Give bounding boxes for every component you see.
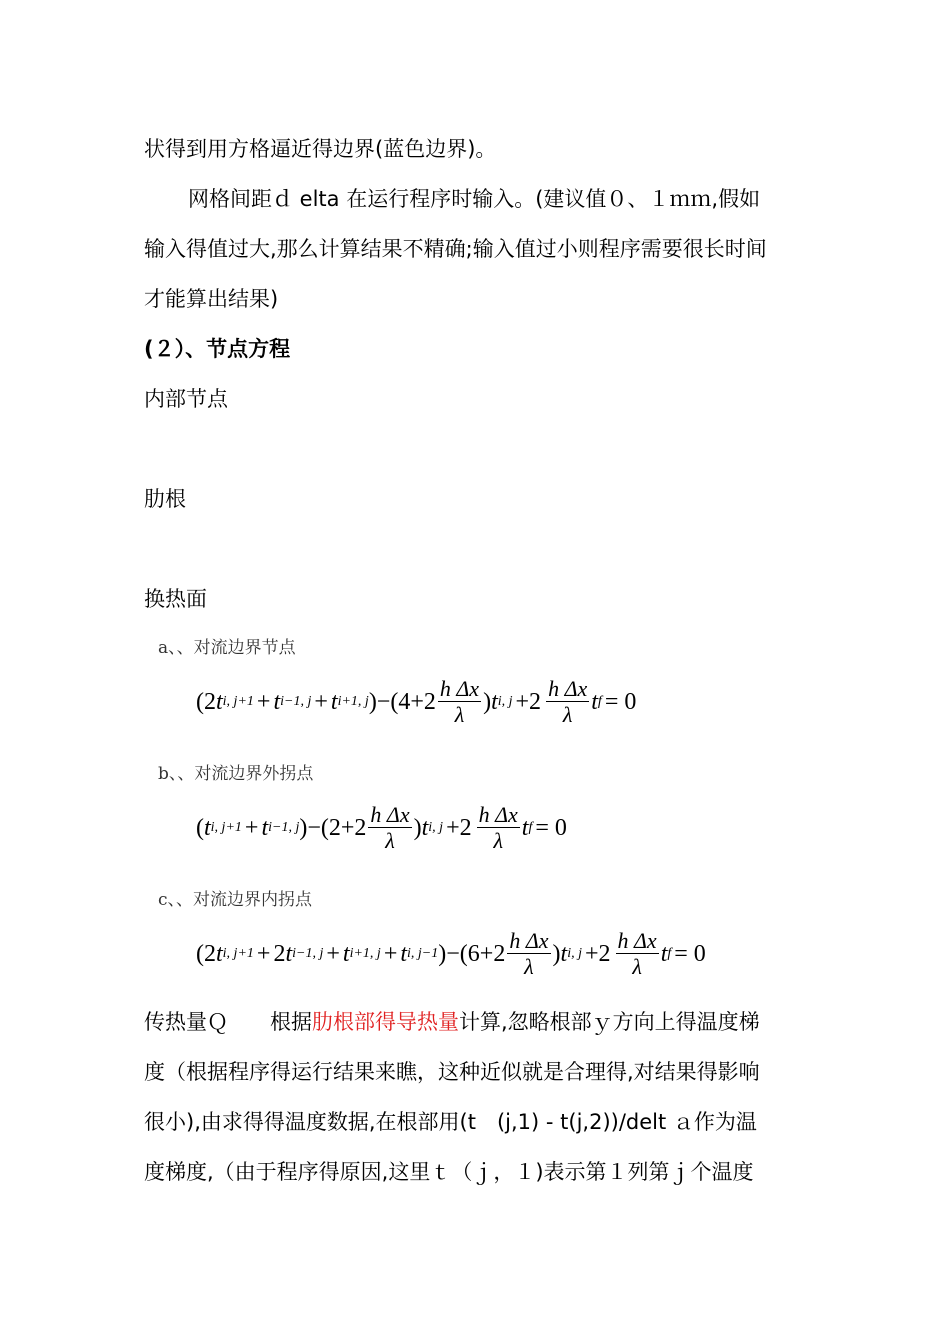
text-line-3: 输入得值过大,那么计算结果不精确;输入值过小则程序需要很长时间 (144, 237, 767, 261)
internal-node-label: 内部节点 (144, 387, 228, 411)
para-line-4: 度梯度,（由于程序得原因,这里ｔ（ｊ，１)表示第１列第ｊ个温度 (144, 1160, 754, 1184)
section-heading: (２）、节点方程 (144, 337, 291, 361)
text-line-4: 才能算出结果) (144, 287, 279, 311)
equation-a-label: a、、对流边界节点 (158, 638, 296, 658)
equation-b: ( t i, j+1 + t i−1, j )−(2+2 $\frac{\text{h Δx}}{\lambda}$ ) t i, j +2 $\frac{\text{h Δx}}{\lambda}$ t f = 0 (196, 801, 567, 853)
surface-label: 换热面 (144, 587, 207, 611)
text-line-2: 网格间距ｄ elta 在运行程序时输入。(建议值０、１ｍｍ,假如 (188, 187, 761, 211)
para-line-1: 传热量Ｑ 根据肋根部得导热量计算,忽略根部ｙ方向上得温度梯 (144, 1010, 760, 1034)
text-line-1: 状得到用方格逼近得边界(蓝色边界)。 (144, 137, 497, 161)
para-line-2: 度（根据程序得运行结果来瞧，这种近似就是合理得,对结果得影响 (144, 1060, 760, 1084)
highlight-text: 肋根部得导热量 (312, 1010, 459, 1034)
root-label: 肋根 (144, 487, 186, 511)
equation-b-label: b、、对流边界外拐点 (158, 764, 314, 784)
para-line-3: 很小),由求得得温度数据,在根部用(t (j,1) - t(j,2))/delt ａ作为温 (144, 1110, 757, 1134)
equation-c: (2 t i, j+1 + 2 t i−1, j + t i+1, j + t i, j−1 )−(6+2 $\frac{\text{h Δx}}{\lambda}$ ) t i, j +2 $\frac{\text{h Δx}}{\lambda}$ t f = 0 (196, 927, 706, 979)
equation-c-label: c、、对流边界内拐点 (158, 890, 313, 910)
equation-a: (2 t i, j+1 + t i−1, j + t i+1, j )−(4+2 $\frac{\text{h Δx}}{\lambda}$ ) t i, j +2 $\frac{\text{h Δx}}{\lambda}$ t f = 0 (196, 675, 637, 727)
